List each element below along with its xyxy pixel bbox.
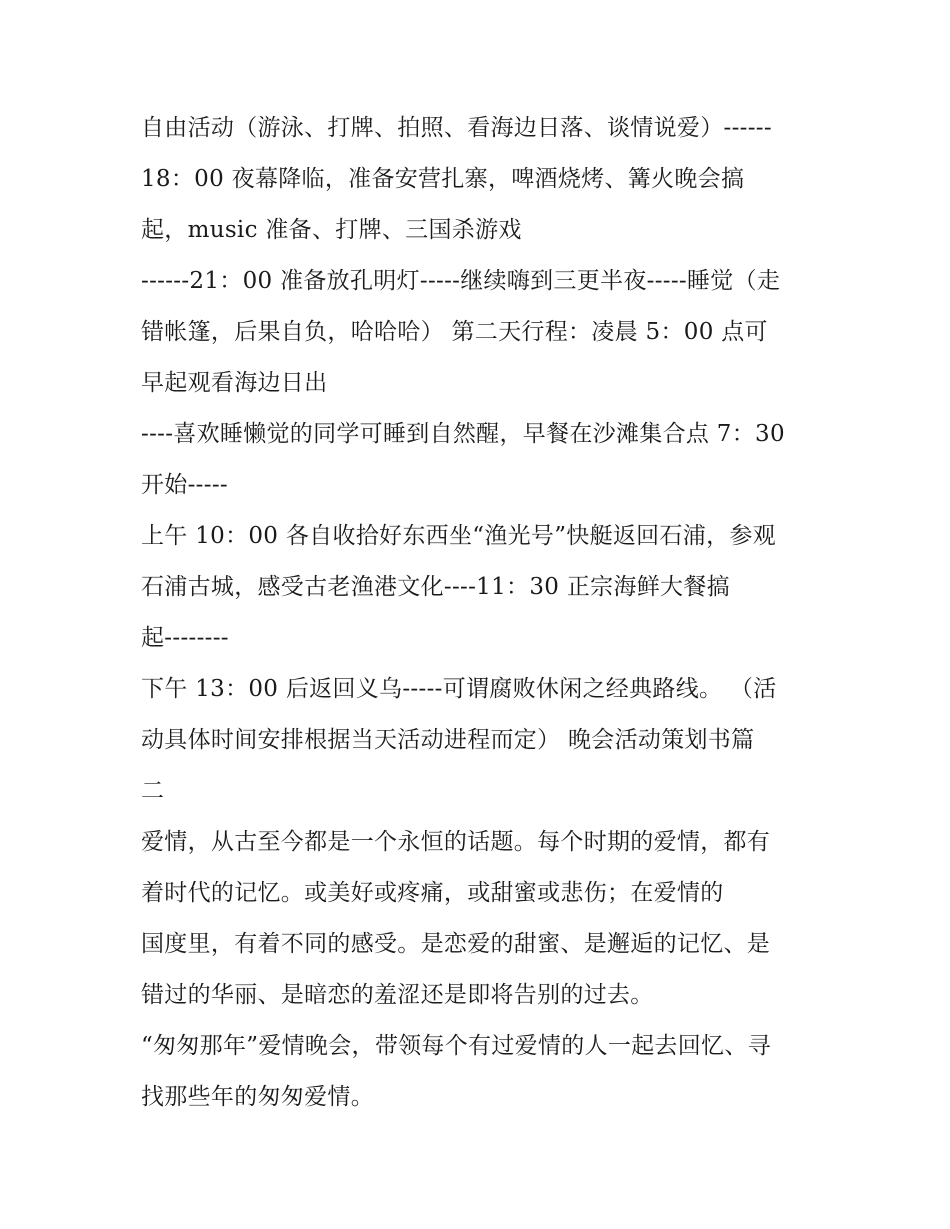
text-line: 早起观看海边日出 xyxy=(141,370,328,396)
text-line: 爱情，从古至今都是一个永恒的话题。每个时期的爱情，都有 xyxy=(141,829,771,855)
text-line: 错帐篷，后果自负，哈哈哈） 第二天行程：凌晨 5：00 点可 xyxy=(141,319,768,345)
text-line: ----喜欢睡懒觉的同学可睡到自然醒，早餐在沙滩集合点 7：30 xyxy=(141,421,785,447)
text-line: “匆匆那年”爱情晚会，带领每个有过爱情的人一起去回忆、寻 xyxy=(141,1033,771,1059)
text-line: 开始----- xyxy=(141,472,228,498)
text-line: 国度里，有着不同的感受。是恋爱的甜蜜、是邂逅的记忆、是 xyxy=(141,931,771,957)
text-line: 下午 13：00 后返回义乌-----可谓腐败休闲之经典路线。 （活 xyxy=(141,676,777,702)
text-line: 18：00 夜幕降临，准备安营扎寨，啤酒烧烤、篝火晚会搞 xyxy=(141,166,745,192)
document-body xyxy=(141,108,821,1128)
text-line: 起，music 准备、打牌、三国杀游戏 xyxy=(141,217,522,243)
text-line: 石浦古城，感受古老渔港文化----11：30 正宗海鲜大餐搞 xyxy=(141,574,730,600)
text-line: 着时代的记忆。或美好或疼痛，或甜蜜或悲伤；在爱情的 xyxy=(141,880,724,906)
text-line: 找那些年的匆匆爱情。 xyxy=(141,1084,374,1110)
text-line: ------21：00 准备放孔明灯-----继续嗨到三更半夜-----睡觉（走 xyxy=(141,268,781,294)
text-line: 起-------- xyxy=(141,625,229,651)
text-line: 错过的华丽、是暗恋的羞涩还是即将告别的过去。 xyxy=(141,982,654,1008)
text-line: 上午 10：00 各自收拾好东西坐“渔光号”快艇返回石浦，参观 xyxy=(141,523,776,549)
text-line: 二 xyxy=(141,778,165,804)
text-line: 动具体时间安排根据当天活动进程而定） 晚会活动策划书篇 xyxy=(141,727,755,753)
text-line: 自由活动（游泳、打牌、拍照、看海边日落、谈情说爱）------ xyxy=(141,115,772,141)
